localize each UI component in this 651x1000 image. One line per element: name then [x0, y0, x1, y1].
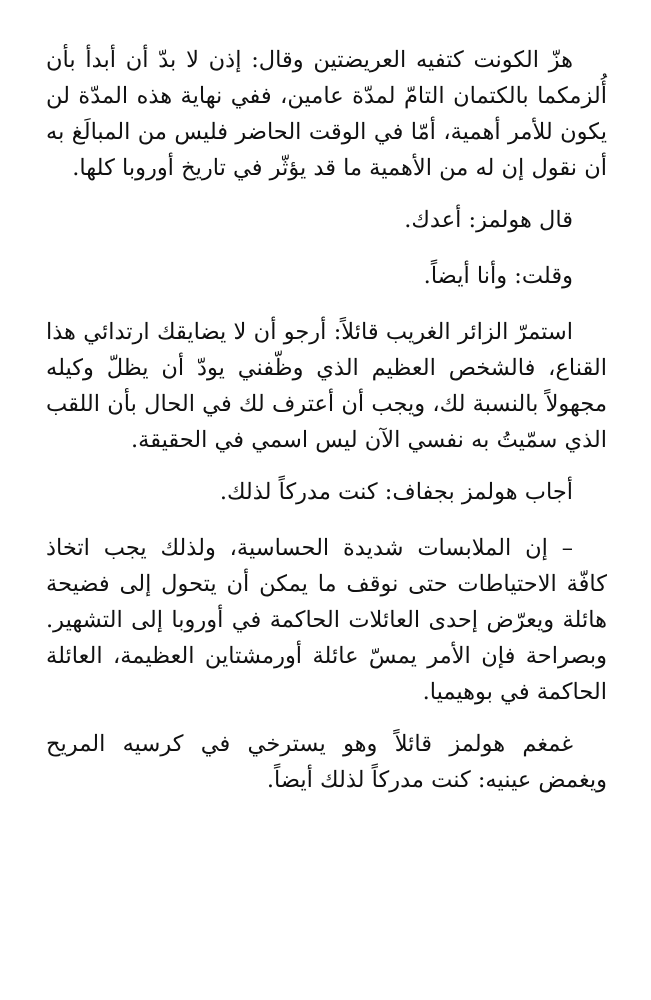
paragraph-holmes-promise: قال هولمز: أعدك.: [404, 207, 573, 233]
paragraph-holmes-aware: أجاب هولمز بجفاف: كنت مدركاً لذلك.: [219, 479, 573, 505]
paragraph-visitor-mask: استمرّ الزائر الغريب قائلاً: أرجو أن لا يضايقك ارتدائي هذا القناع، فالشخص العظيم الذي وظّفني يودّ أن يظلّ وكيله مجهولاً بالنسبة لك، ويجب أن أعترف لك في الحال بأن اللقب الذي سمّيتُ به نفسي الآن ليس اسمي في الحقيقة.: [46, 319, 607, 453]
paragraph-narrator-promise: وقلت: وأنا أيضاً.: [423, 263, 573, 289]
book-page: [0, 42, 651, 814]
paragraph-holmes-murmur: غمغم هولمز قائلاً وهو يسترخي في كرسيه المريح ويغمض عينيه: كنت مدركاً لذلك أيضاً.: [46, 731, 607, 793]
paragraph-royal-scandal: – إن الملابسات شديدة الحساسية، ولذلك يجب اتخاذ كافّة الاحتياطات حتى نوقف ما يمكن أن يتحول إلى فضيحة هائلة ويعرّض إحدى العائلات الحاكمة في أوروبا إلى التشهير. وبصراحة فإن الأمر يمسّ عائلة أورمشتاين العظيمة، العائلة الحاكمة في بوهيميا.: [46, 535, 607, 705]
paragraph-count-promise: هزّ الكونت كتفيه العريضتين وقال: إذن لا بدّ أن أبدأ بأن أُلزمكما بالكتمان التامّ لمدّة عامين، ففي نهاية هذه المدّة لن يكون للأمر أهمية، أمّا في الوقت الحاضر فليس من المبالَغ به أن نقول إن له من الأهمية ما قد يؤثّر في تاريخ أوروبا كلها.: [46, 47, 607, 181]
